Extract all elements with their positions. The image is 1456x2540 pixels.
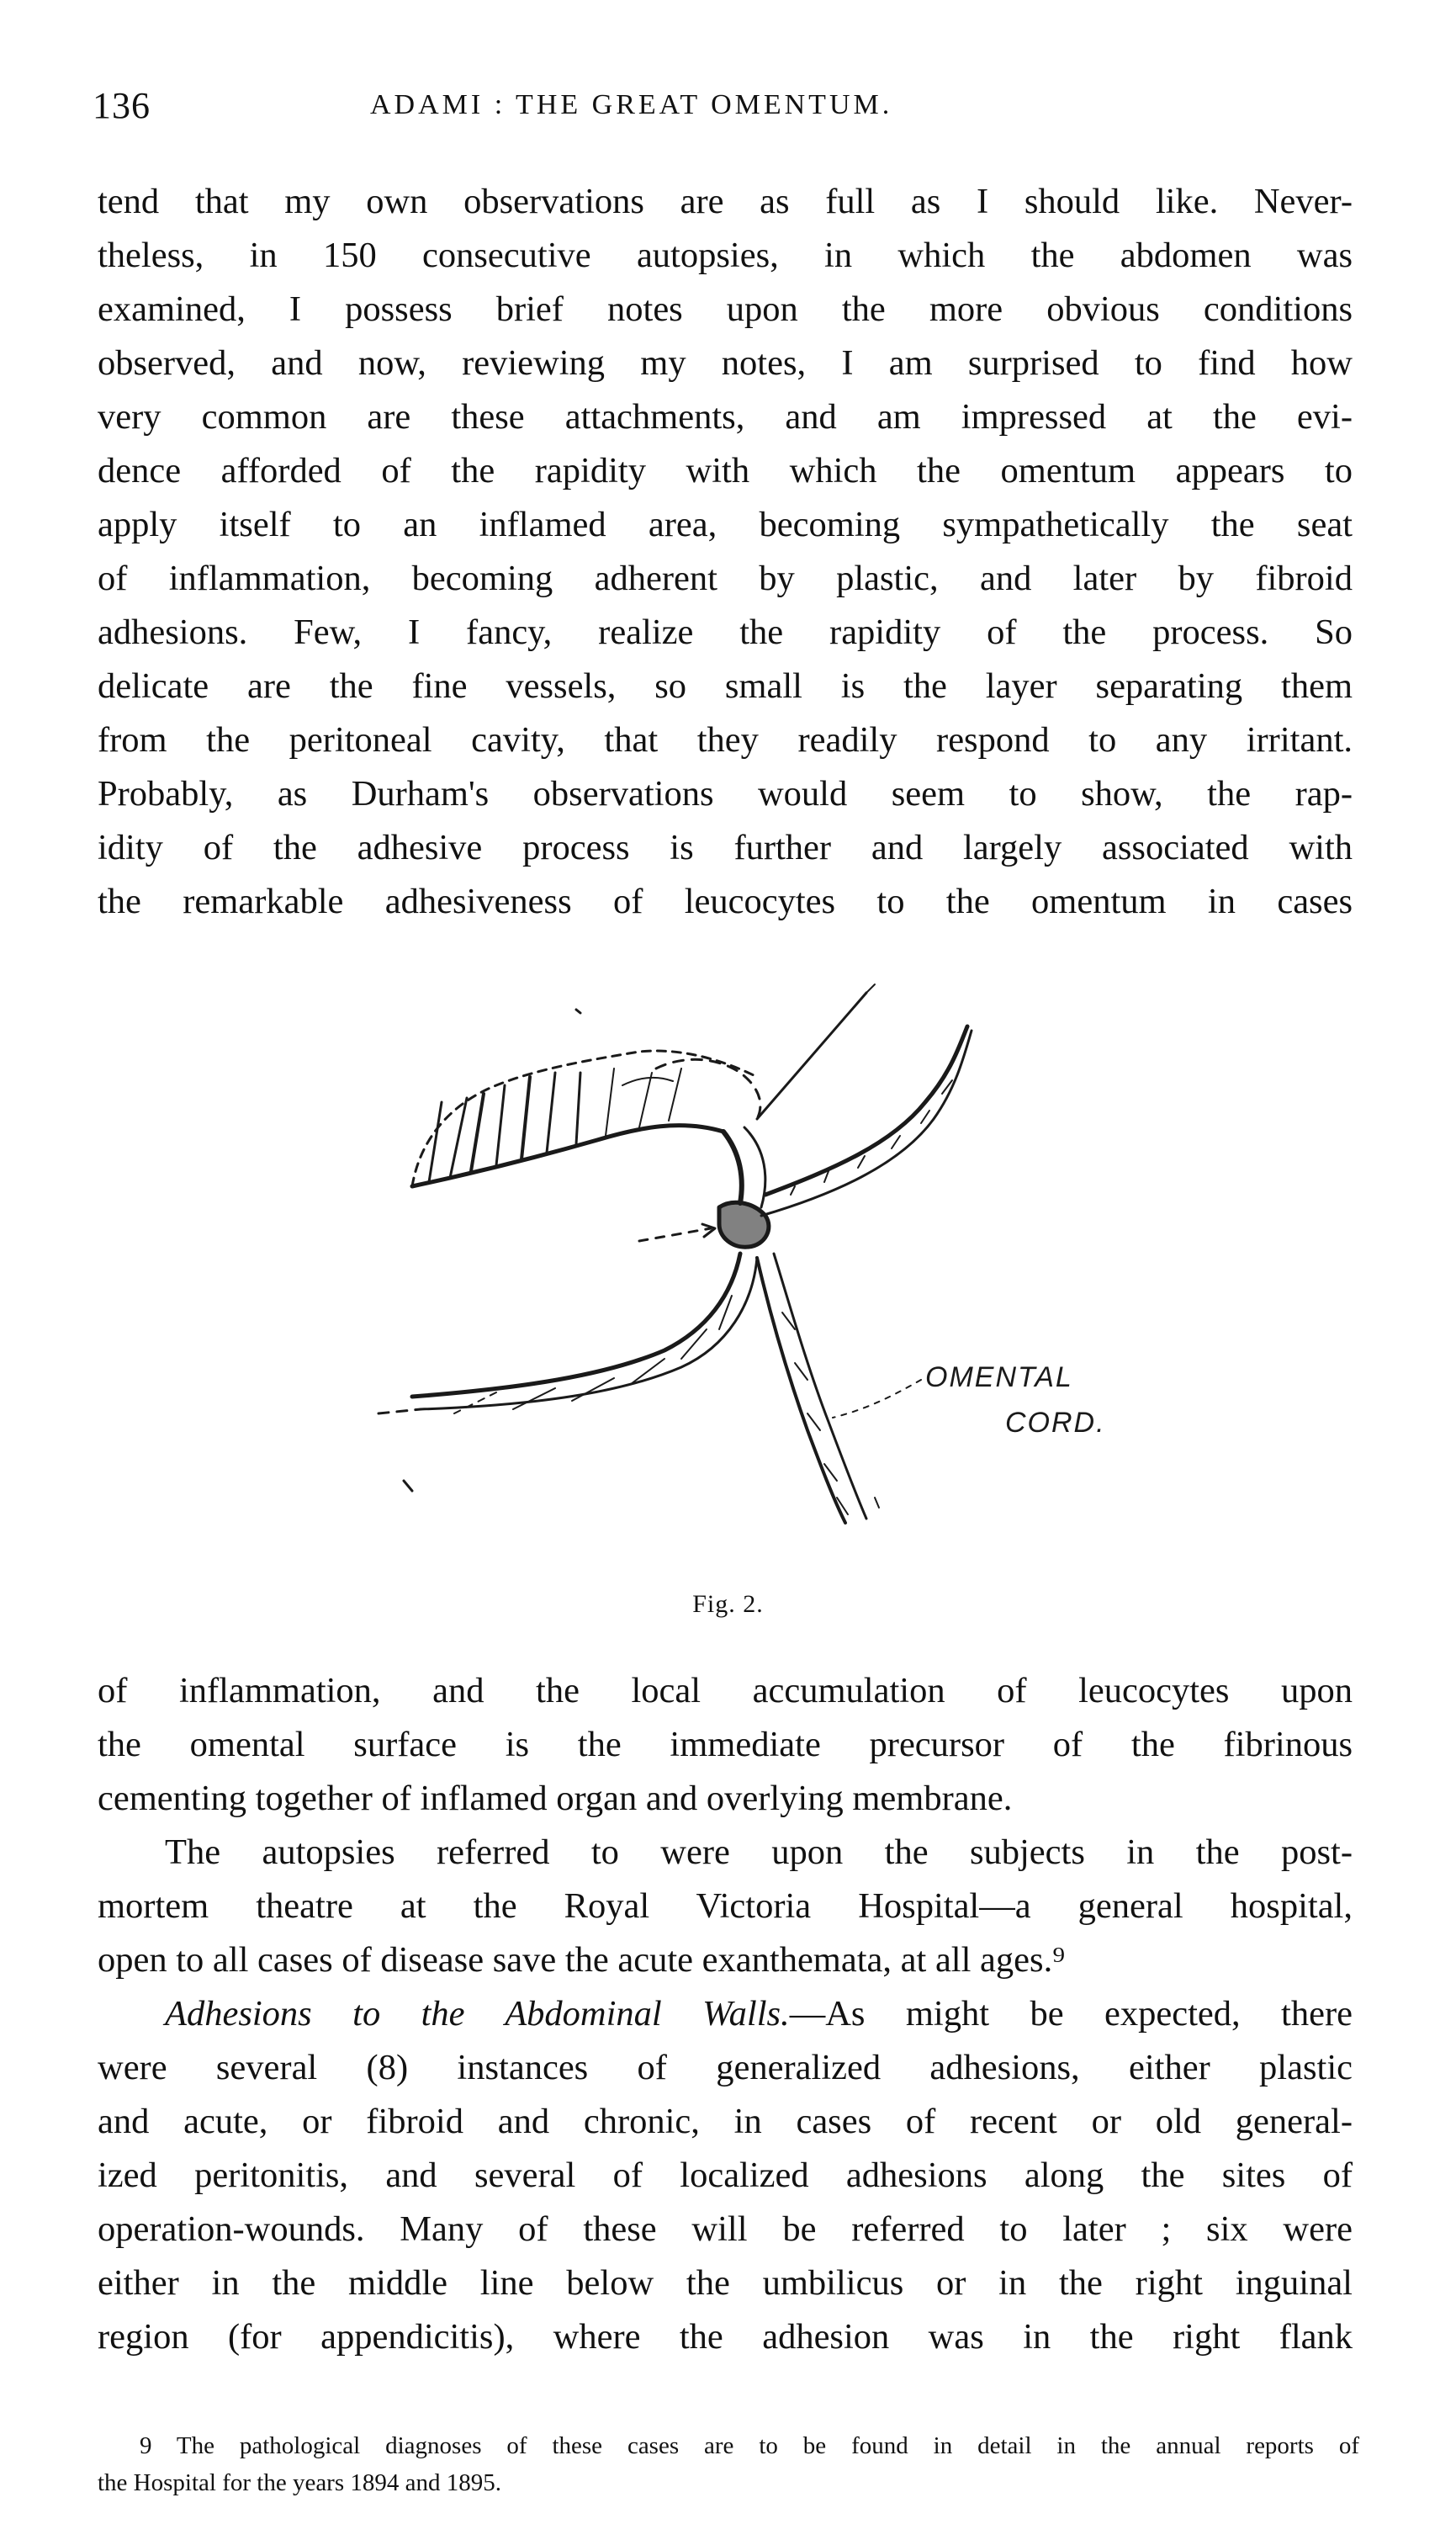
body-paragraph-2 [98,1664,1353,2364]
text-line: Probably, as Durham's observations would seem to show, the rap- [98,774,1353,814]
text-line: of inflammation, becoming adherent by plastic, and later by fibroid [98,559,1353,598]
running-title: ADAMI : THE GREAT OMENTUM. [370,89,893,120]
text-line: idity of the adhesive process is further and largely associated with [98,828,1353,867]
text-line: dence afforded of the rapidity with which the omentum appears to [98,451,1353,491]
text-fragment: —As might be expected, there [789,1994,1353,2034]
text-line: very common are these attachments, and am impressed at the evi- [98,397,1353,437]
text-line: The autopsies referred to were upon the subjects in the post- [165,1832,1353,1872]
body-paragraph-1 [98,175,1353,929]
figure-omental-cord [286,976,1169,1582]
omental-cord-label-line-1: OMENTAL [925,1361,1073,1393]
text-line: mortem theatre at the Royal Victoria Hospital—a general hospital, [98,1886,1353,1926]
text-line: were several (8) instances of generalized adhesions, either plastic [98,2048,1353,2087]
text-line: either in the middle line below the umbilicus or in the right inguinal [98,2263,1353,2303]
figure-caption: Fig. 2. [692,1590,764,1618]
text-line: and acute, or fibroid and chronic, in cases of recent or old general- [98,2102,1353,2141]
text-line: of inflammation, and the local accumulation of leucocytes upon [98,1671,1353,1710]
text-line: delicate are the fine vessels, so small is the layer separating them [98,666,1353,706]
omental-cord-label-line-2: CORD. [1005,1407,1106,1439]
footnote [98,2427,1359,2501]
text-line: region (for appendicitis), where the adhesion was in the right flank [98,2317,1353,2357]
text-line: theless, in 150 consecutive autopsies, in which the abdomen was [98,236,1353,275]
text-line: operation-wounds. Many of these will be referred to later ; six were [98,2209,1353,2249]
text-line: adhesions. Few, I fancy, realize the rapidity of the process. So [98,612,1353,652]
text-line: tend that my own observations are as full as I should like. Never- [98,182,1353,221]
text-line: ized peritonitis, and several of localized adhesions along the sites of [98,2156,1353,2195]
running-header [93,84,1379,135]
text-line: from the peritoneal cavity, that they readily respond to any irritant. [98,720,1353,760]
text-line: apply itself to an inflamed area, becoming sympathetically the seat [98,505,1353,544]
text-line: open to all cases of disease save the acute exanthemata, at all ages.⁹ [98,1940,1066,1980]
text-line: examined, I possess brief notes upon the more obvious conditions [98,289,1353,329]
text-line: the omental surface is the immediate precursor of the fibrinous [98,1725,1353,1764]
text-line: the remarkable adhesiveness of leucocytes to the omentum in cases [98,882,1353,921]
section-heading-adhesions: Adhesions to the Abdominal Walls. [165,1994,790,2034]
text-line: cementing together of inflamed organ and overlying membrane. [98,1779,1013,1818]
omentum-sketch-drawing [286,976,1169,1582]
text-line: observed, and now, reviewing my notes, I am surprised to find how [98,343,1353,383]
footnote-line: 9 The pathological diagnoses of these cases are to be found in detail in the annual reports of [140,2432,1359,2459]
text-line-with-heading [98,1987,1353,2041]
page-number: 136 [93,85,151,126]
footnote-line: the Hospital for the years 1894 and 1895. [98,2469,502,2496]
